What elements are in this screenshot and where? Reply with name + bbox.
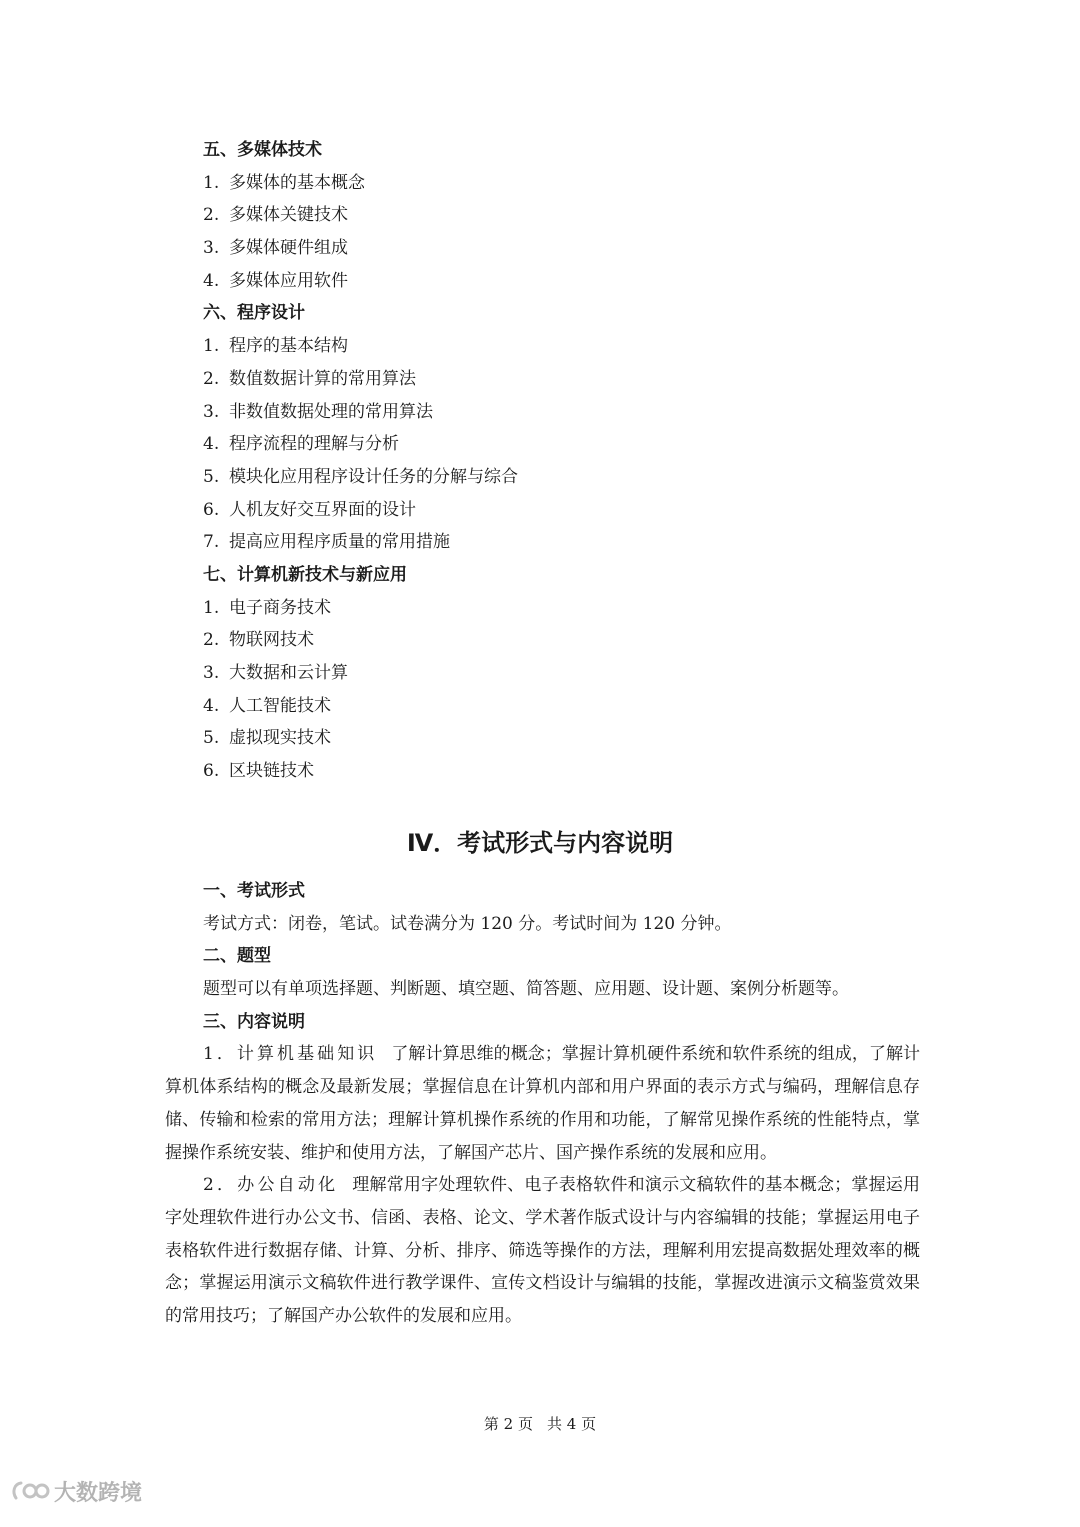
page-footer <box>0 1413 1080 1434</box>
list-item: 4. 程序流程的理解与分析 <box>203 434 399 455</box>
list-item: 1. 多媒体的基本概念 <box>203 172 365 193</box>
paragraph-body: 理解常用字处理软件、电子表格软件和演示文稿软件的基本概念；掌握运用字处理软件进行办公文书、信函、表格、论文、学术著作版式设计与内容编辑的技能；掌握运用电子表格软件进行数据存储、计算、分析、排序、筛选等操作的方法，理解利用宏提高数据处理效率的概念；掌握运用演示文稿软件进行教学课件、宣传文档设计与编辑的技能，掌握改进演示文稿鉴赏效果的常用技巧；了解国产办公软件的发展和应用。 <box>165 1175 921 1327</box>
page-total: 共 4 页 <box>547 1415 597 1433</box>
exam-form-heading: 一、考试形式 <box>203 881 305 901</box>
list-item: 6. 区块链技术 <box>203 761 314 782</box>
list-item: 5. 模块化应用程序设计任务的分解与综合 <box>203 466 518 487</box>
list-item: 1. 电子商务技术 <box>203 597 331 618</box>
syllabus-sections <box>203 134 963 788</box>
exam-section <box>165 875 920 1333</box>
section-five-heading: 五、多媒体技术 <box>203 140 322 160</box>
list-item: 6. 人机友好交互界面的设计 <box>203 499 416 520</box>
list-item: 7. 提高应用程序质量的常用措施 <box>203 532 450 553</box>
section-seven-heading: 七、计算机新技术与新应用 <box>203 564 407 585</box>
paragraph-lead: 2．办公自动化 <box>203 1175 339 1196</box>
list-item: 4. 多媒体应用软件 <box>203 270 348 291</box>
list-item: 1. 程序的基本结构 <box>203 336 348 357</box>
paragraph-lead: 1．计算机基础知识 <box>203 1044 378 1065</box>
watermark-logo-icon <box>10 1478 50 1504</box>
list-item: 3. 大数据和云计算 <box>203 663 348 683</box>
list-item: 5. 虚拟现实技术 <box>203 728 331 749</box>
list-item: 3. 多媒体硬件组成 <box>203 238 348 259</box>
chapter-title: Ⅳ．考试形式与内容说明 <box>406 829 674 857</box>
list-item: 3. 非数值数据处理的常用算法 <box>203 401 433 422</box>
content-paragraph-office <box>165 1169 920 1333</box>
content-paragraph-basics <box>165 1038 920 1169</box>
page-number: 第 2 页 <box>483 1415 533 1433</box>
paragraph-body: 了解计算思维的概念；掌握计算机硬件系统和软件系统的组成，了解计算机体系结构的概念及最新发展；掌握信息在计算机内部和用户界面的表示方式与编码，理解信息存储、传输和检索的常用方法；理解计算机操作系统的作用和功能，了解常见操作系统的性能特点，掌握操作系统安装、维护和使用方法，了解国产芯片、国产操作系统的发展和应用。 <box>165 1044 920 1163</box>
exam-type-heading: 二、题型 <box>203 946 271 967</box>
list-item: 4. 人工智能技术 <box>203 695 331 716</box>
list-item: 2. 物联网技术 <box>203 630 314 651</box>
section-six-heading: 六、程序设计 <box>203 303 305 324</box>
list-item: 2. 数值数据计算的常用算法 <box>203 368 416 389</box>
watermark-text: 大数跨境 <box>54 1480 143 1506</box>
list-item: 2. 多媒体关键技术 <box>203 205 348 226</box>
exam-form-text: 考试方式：闭卷，笔试。试卷满分为 120 分。考试时间为 120 分钟。 <box>203 913 732 934</box>
watermark <box>10 1476 142 1506</box>
exam-type-text: 题型可以有单项选择题、判断题、填空题、简答题、应用题、设计题、案例分析题等。 <box>203 979 849 1000</box>
exam-content-heading: 三、内容说明 <box>203 1011 305 1032</box>
